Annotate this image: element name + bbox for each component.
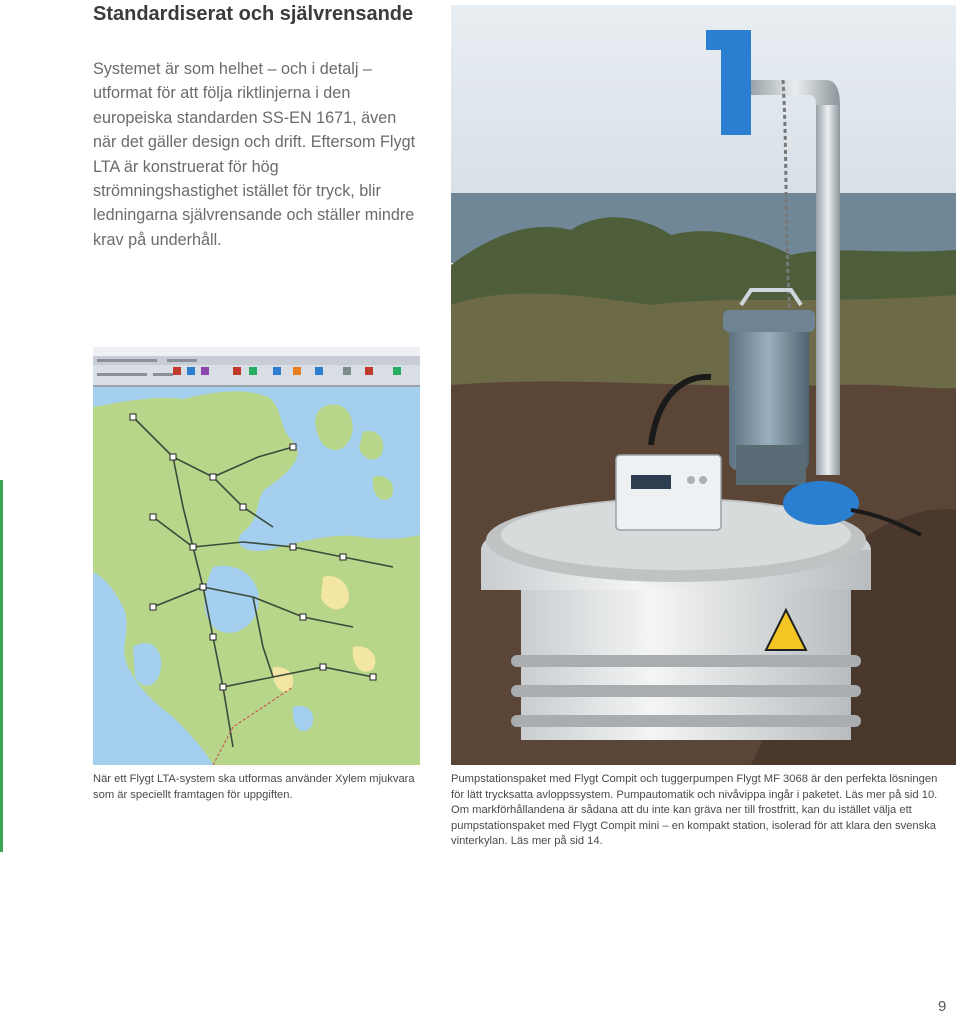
section-body-text: Systemet är som helhet – och i detalj – utformat för att följa riktlinjerna i den europeiska standarden SS-EN 1671, även när det gäller design och drift. Eftersom Flygt LTA är konstruerat för hög strömningshastighet istället för tryck, blir ledningarna självrensande och ställer mindre krav på underhåll.: [93, 60, 416, 249]
map-caption: När ett Flygt LTA-system ska utformas använder Xylem mjukvara som är speciellt framtagen för uppgiften.: [93, 773, 415, 801]
photo-caption: Pumpstationspaket med Flygt Compit och tuggerpumpen Flygt MF 3068 är den perfekta lösningen för lätt trycksatta avloppssystem. Pumpautomatik och nivåvippa ingår i paketet. Läs mer på sid 10. Om markförhållandena är sådana att du inte kan gräva ner till frostfritt, kan du istället välja ett pumpstationspaket med Flygt Compit mini – en kompakt station, isolerad för att klara den svenska vinterkylan. Läs mer på sid 14.: [451, 773, 938, 847]
margin-accent-bar: [0, 480, 3, 852]
map-software-screenshot: [93, 347, 420, 765]
page-number: 9: [938, 998, 947, 1015]
section-heading: Standardiserat och självrensande: [93, 3, 414, 25]
pump-station-photo: [451, 5, 956, 765]
